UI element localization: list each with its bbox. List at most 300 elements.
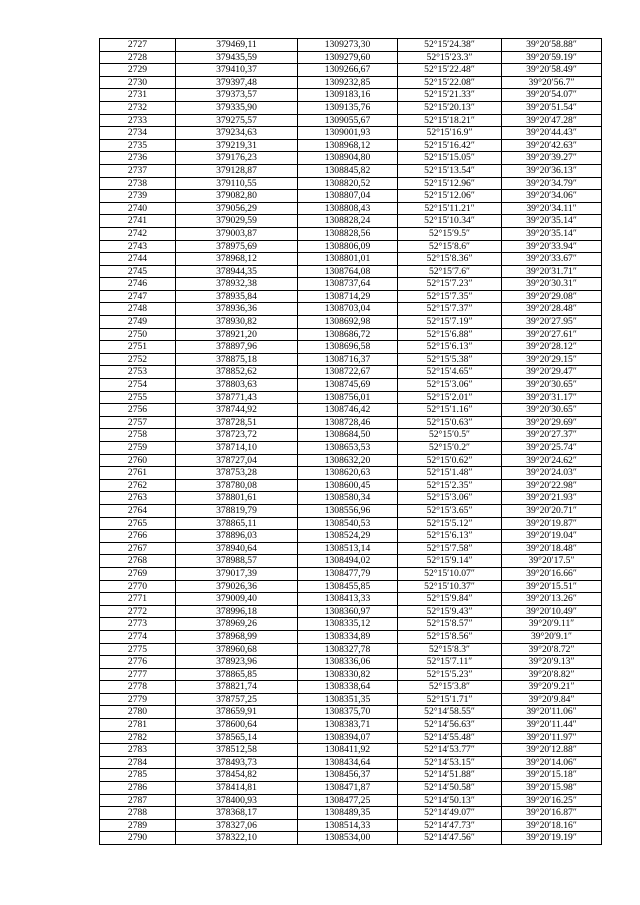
latitude-cell: 52°15′6.13″ xyxy=(398,530,502,543)
point-number-cell: 2771 xyxy=(100,593,176,606)
x-coordinate-cell: 378930,82 xyxy=(176,316,298,329)
table-row xyxy=(100,76,602,89)
x-coordinate-cell: 378923,96 xyxy=(176,656,298,669)
latitude-cell: 52°15′3.65″ xyxy=(398,504,502,517)
latitude-cell: 52°15′7.35″ xyxy=(398,290,502,303)
longitude-cell: 39°20′9.21″ xyxy=(502,681,602,694)
point-number-cell: 2745 xyxy=(100,265,176,278)
x-coordinate-cell: 378944,35 xyxy=(176,265,298,278)
table-row xyxy=(100,479,602,492)
point-number-cell: 2736 xyxy=(100,152,176,165)
latitude-cell: 52°14′53.15″ xyxy=(398,756,502,769)
point-number-cell: 2744 xyxy=(100,253,176,266)
longitude-cell: 39°20′28.12″ xyxy=(502,341,602,354)
latitude-cell: 52°14′55.48″ xyxy=(398,731,502,744)
x-coordinate-cell: 378368,17 xyxy=(176,807,298,820)
latitude-cell: 52°15′10.37″ xyxy=(398,580,502,593)
table-row xyxy=(100,731,602,744)
table-row xyxy=(100,190,602,203)
x-coordinate-cell: 379029,59 xyxy=(176,215,298,228)
x-coordinate-cell: 379009,40 xyxy=(176,593,298,606)
latitude-cell: 52°15′24.38″ xyxy=(398,39,502,52)
table-row xyxy=(100,706,602,719)
longitude-cell: 39°20′33.94″ xyxy=(502,240,602,253)
latitude-cell: 52°15′22.08″ xyxy=(398,76,502,89)
y-coordinate-cell: 1308686,72 xyxy=(298,328,398,341)
latitude-cell: 52°15′8.6″ xyxy=(398,240,502,253)
longitude-cell: 39°20′33.67″ xyxy=(502,253,602,266)
table-row xyxy=(100,114,602,127)
latitude-cell: 52°15′20.13″ xyxy=(398,101,502,114)
y-coordinate-cell: 1308540,53 xyxy=(298,517,398,530)
point-number-cell: 2756 xyxy=(100,404,176,417)
table-row xyxy=(100,681,602,694)
point-number-cell: 2733 xyxy=(100,114,176,127)
y-coordinate-cell: 1308330,82 xyxy=(298,668,398,681)
x-coordinate-cell: 378875,18 xyxy=(176,353,298,366)
y-coordinate-cell: 1309232,85 xyxy=(298,76,398,89)
point-number-cell: 2750 xyxy=(100,328,176,341)
table-row xyxy=(100,366,602,379)
x-coordinate-cell: 378968,12 xyxy=(176,253,298,266)
latitude-cell: 52°14′50.13″ xyxy=(398,794,502,807)
latitude-cell: 52°14′56.63″ xyxy=(398,719,502,732)
point-number-cell: 2738 xyxy=(100,177,176,190)
y-coordinate-cell: 1308334,89 xyxy=(298,630,398,643)
y-coordinate-cell: 1308722,67 xyxy=(298,366,398,379)
point-number-cell: 2748 xyxy=(100,303,176,316)
y-coordinate-cell: 1309183,16 xyxy=(298,89,398,102)
longitude-cell: 39°20′56.7″ xyxy=(502,76,602,89)
longitude-cell: 39°20′11.06″ xyxy=(502,706,602,719)
longitude-cell: 39°20′29.69″ xyxy=(502,416,602,429)
point-number-cell: 2783 xyxy=(100,744,176,757)
point-number-cell: 2755 xyxy=(100,391,176,404)
table-row xyxy=(100,782,602,795)
longitude-cell: 39°20′24.03″ xyxy=(502,467,602,480)
table-row xyxy=(100,51,602,64)
latitude-cell: 52°15′18.21″ xyxy=(398,114,502,127)
x-coordinate-cell: 378969,26 xyxy=(176,618,298,631)
latitude-cell: 52°15′9.5″ xyxy=(398,227,502,240)
x-coordinate-cell: 378897,96 xyxy=(176,341,298,354)
point-number-cell: 2754 xyxy=(100,379,176,392)
table-row xyxy=(100,391,602,404)
table-row xyxy=(100,807,602,820)
x-coordinate-cell: 378723,72 xyxy=(176,429,298,442)
y-coordinate-cell: 1308335,12 xyxy=(298,618,398,631)
x-coordinate-cell: 378714,10 xyxy=(176,442,298,455)
longitude-cell: 39°20′22.98″ xyxy=(502,479,602,492)
point-number-cell: 2776 xyxy=(100,656,176,669)
longitude-cell: 39°20′20.71″ xyxy=(502,504,602,517)
longitude-cell: 39°20′18.48″ xyxy=(502,542,602,555)
y-coordinate-cell: 1308968,12 xyxy=(298,139,398,152)
point-number-cell: 2732 xyxy=(100,101,176,114)
table-row xyxy=(100,316,602,329)
y-coordinate-cell: 1308756,01 xyxy=(298,391,398,404)
latitude-cell: 52°15′9.43″ xyxy=(398,605,502,618)
table-row xyxy=(100,290,602,303)
y-coordinate-cell: 1308524,29 xyxy=(298,530,398,543)
x-coordinate-cell: 378936,36 xyxy=(176,303,298,316)
latitude-cell: 52°15′5.12″ xyxy=(398,517,502,530)
x-coordinate-cell: 379373,57 xyxy=(176,89,298,102)
latitude-cell: 52°15′11.21″ xyxy=(398,202,502,215)
y-coordinate-cell: 1308375,70 xyxy=(298,706,398,719)
longitude-cell: 39°20′30.65″ xyxy=(502,404,602,417)
longitude-cell: 39°20′35.14″ xyxy=(502,227,602,240)
longitude-cell: 39°20′15.51″ xyxy=(502,580,602,593)
y-coordinate-cell: 1309001,93 xyxy=(298,127,398,140)
x-coordinate-cell: 378921,20 xyxy=(176,328,298,341)
latitude-cell: 52°15′16.42″ xyxy=(398,139,502,152)
x-coordinate-cell: 379026,36 xyxy=(176,580,298,593)
point-number-cell: 2779 xyxy=(100,693,176,706)
x-coordinate-cell: 378968,99 xyxy=(176,630,298,643)
longitude-cell: 39°20′27.37″ xyxy=(502,429,602,442)
y-coordinate-cell: 1308534,00 xyxy=(298,832,398,845)
y-coordinate-cell: 1308413,33 xyxy=(298,593,398,606)
longitude-cell: 39°20′44.43″ xyxy=(502,127,602,140)
point-number-cell: 2766 xyxy=(100,530,176,543)
point-number-cell: 2727 xyxy=(100,39,176,52)
table-row xyxy=(100,127,602,140)
table-row xyxy=(100,504,602,517)
point-number-cell: 2752 xyxy=(100,353,176,366)
latitude-cell: 52°15′1.48″ xyxy=(398,467,502,480)
longitude-cell: 39°20′51.54″ xyxy=(502,101,602,114)
x-coordinate-cell: 378454,82 xyxy=(176,769,298,782)
y-coordinate-cell: 1308327,78 xyxy=(298,643,398,656)
longitude-cell: 39°20′34.06″ xyxy=(502,190,602,203)
point-number-cell: 2734 xyxy=(100,127,176,140)
x-coordinate-cell: 378780,08 xyxy=(176,479,298,492)
y-coordinate-cell: 1308514,33 xyxy=(298,819,398,832)
point-number-cell: 2778 xyxy=(100,681,176,694)
point-number-cell: 2740 xyxy=(100,202,176,215)
table-row xyxy=(100,379,602,392)
longitude-cell: 39°20′19.04″ xyxy=(502,530,602,543)
point-number-cell: 2757 xyxy=(100,416,176,429)
table-row xyxy=(100,341,602,354)
latitude-cell: 52°15′4.65″ xyxy=(398,366,502,379)
table-row xyxy=(100,202,602,215)
y-coordinate-cell: 1308746,42 xyxy=(298,404,398,417)
table-row xyxy=(100,530,602,543)
y-coordinate-cell: 1308360,97 xyxy=(298,605,398,618)
point-number-cell: 2751 xyxy=(100,341,176,354)
x-coordinate-cell: 378659,91 xyxy=(176,706,298,719)
latitude-cell: 52°15′10.34″ xyxy=(398,215,502,228)
point-number-cell: 2729 xyxy=(100,64,176,77)
x-coordinate-cell: 378935,84 xyxy=(176,290,298,303)
point-number-cell: 2789 xyxy=(100,819,176,832)
point-number-cell: 2787 xyxy=(100,794,176,807)
y-coordinate-cell: 1308764,08 xyxy=(298,265,398,278)
longitude-cell: 39°20′36.13″ xyxy=(502,164,602,177)
latitude-cell: 52°15′2.35″ xyxy=(398,479,502,492)
latitude-cell: 52°15′9.14″ xyxy=(398,555,502,568)
latitude-cell: 52°15′6.13″ xyxy=(398,341,502,354)
x-coordinate-cell: 378728,51 xyxy=(176,416,298,429)
point-number-cell: 2747 xyxy=(100,290,176,303)
x-coordinate-cell: 379335,90 xyxy=(176,101,298,114)
latitude-cell: 52°14′47.56″ xyxy=(398,832,502,845)
latitude-cell: 52°15′16.9″ xyxy=(398,127,502,140)
point-number-cell: 2762 xyxy=(100,479,176,492)
table-row xyxy=(100,303,602,316)
y-coordinate-cell: 1308696,58 xyxy=(298,341,398,354)
y-coordinate-cell: 1308806,09 xyxy=(298,240,398,253)
x-coordinate-cell: 378821,74 xyxy=(176,681,298,694)
point-number-cell: 2731 xyxy=(100,89,176,102)
longitude-cell: 39°20′8.72″ xyxy=(502,643,602,656)
longitude-cell: 39°20′15.98″ xyxy=(502,782,602,795)
longitude-cell: 39°20′15.18″ xyxy=(502,769,602,782)
table-row xyxy=(100,416,602,429)
table-row xyxy=(100,769,602,782)
point-number-cell: 2741 xyxy=(100,215,176,228)
latitude-cell: 52°15′9.84″ xyxy=(398,593,502,606)
y-coordinate-cell: 1308828,56 xyxy=(298,227,398,240)
x-coordinate-cell: 378512,58 xyxy=(176,744,298,757)
table-row xyxy=(100,517,602,530)
point-number-cell: 2777 xyxy=(100,668,176,681)
latitude-cell: 52°15′13.54″ xyxy=(398,164,502,177)
table-row xyxy=(100,630,602,643)
point-number-cell: 2735 xyxy=(100,139,176,152)
table-row xyxy=(100,580,602,593)
table-row xyxy=(100,593,602,606)
table-row xyxy=(100,542,602,555)
latitude-cell: 52°14′58.55″ xyxy=(398,706,502,719)
longitude-cell: 39°20′30.65″ xyxy=(502,379,602,392)
longitude-cell: 39°20′8.82″ xyxy=(502,668,602,681)
x-coordinate-cell: 378865,11 xyxy=(176,517,298,530)
point-number-cell: 2781 xyxy=(100,719,176,732)
y-coordinate-cell: 1308684,50 xyxy=(298,429,398,442)
longitude-cell: 39°20′19.19″ xyxy=(502,832,602,845)
x-coordinate-cell: 378801,61 xyxy=(176,492,298,505)
table-row xyxy=(100,404,602,417)
y-coordinate-cell: 1308477,79 xyxy=(298,567,398,580)
longitude-cell: 39°20′16.66″ xyxy=(502,567,602,580)
longitude-cell: 39°20′54.07″ xyxy=(502,89,602,102)
x-coordinate-cell: 379017,39 xyxy=(176,567,298,580)
longitude-cell: 39°20′29.47″ xyxy=(502,366,602,379)
x-coordinate-cell: 378414,81 xyxy=(176,782,298,795)
point-number-cell: 2764 xyxy=(100,504,176,517)
longitude-cell: 39°20′34.79″ xyxy=(502,177,602,190)
x-coordinate-cell: 378852,62 xyxy=(176,366,298,379)
point-number-cell: 2770 xyxy=(100,580,176,593)
point-number-cell: 2743 xyxy=(100,240,176,253)
point-number-cell: 2782 xyxy=(100,731,176,744)
x-coordinate-cell: 378771,43 xyxy=(176,391,298,404)
table-row xyxy=(100,756,602,769)
longitude-cell: 39°20′29.15″ xyxy=(502,353,602,366)
x-coordinate-cell: 378753,28 xyxy=(176,467,298,480)
y-coordinate-cell: 1308653,53 xyxy=(298,442,398,455)
table-row xyxy=(100,240,602,253)
longitude-cell: 39°20′10.49″ xyxy=(502,605,602,618)
latitude-cell: 52°15′0.62″ xyxy=(398,454,502,467)
longitude-cell: 39°20′14.06″ xyxy=(502,756,602,769)
y-coordinate-cell: 1308801,01 xyxy=(298,253,398,266)
y-coordinate-cell: 1308411,92 xyxy=(298,744,398,757)
y-coordinate-cell: 1308489,35 xyxy=(298,807,398,820)
coordinates-table xyxy=(99,38,602,845)
table-row xyxy=(100,152,602,165)
latitude-cell: 52°14′49.07″ xyxy=(398,807,502,820)
x-coordinate-cell: 378744,92 xyxy=(176,404,298,417)
latitude-cell: 52°15′7.6″ xyxy=(398,265,502,278)
table-row xyxy=(100,253,602,266)
longitude-cell: 39°20′31.71″ xyxy=(502,265,602,278)
latitude-cell: 52°15′5.38″ xyxy=(398,353,502,366)
x-coordinate-cell: 379003,87 xyxy=(176,227,298,240)
latitude-cell: 52°15′5.23″ xyxy=(398,668,502,681)
longitude-cell: 39°20′19.87″ xyxy=(502,517,602,530)
y-coordinate-cell: 1309279,60 xyxy=(298,51,398,64)
longitude-cell: 39°20′27.61″ xyxy=(502,328,602,341)
x-coordinate-cell: 378400,93 xyxy=(176,794,298,807)
y-coordinate-cell: 1309135,76 xyxy=(298,101,398,114)
latitude-cell: 52°15′8.36″ xyxy=(398,253,502,266)
longitude-cell: 39°20′11.97″ xyxy=(502,731,602,744)
longitude-cell: 39°20′21.93″ xyxy=(502,492,602,505)
latitude-cell: 52°15′23.3″ xyxy=(398,51,502,64)
longitude-cell: 39°20′9.84″ xyxy=(502,693,602,706)
y-coordinate-cell: 1308556,96 xyxy=(298,504,398,517)
point-number-cell: 2774 xyxy=(100,630,176,643)
table-row xyxy=(100,618,602,631)
x-coordinate-cell: 379410,37 xyxy=(176,64,298,77)
x-coordinate-cell: 378803,63 xyxy=(176,379,298,392)
point-number-cell: 2730 xyxy=(100,76,176,89)
longitude-cell: 39°20′58.49″ xyxy=(502,64,602,77)
longitude-cell: 39°20′9.13″ xyxy=(502,656,602,669)
x-coordinate-cell: 379056,29 xyxy=(176,202,298,215)
y-coordinate-cell: 1308600,45 xyxy=(298,479,398,492)
point-number-cell: 2786 xyxy=(100,782,176,795)
latitude-cell: 52°15′22.48″ xyxy=(398,64,502,77)
table-row xyxy=(100,567,602,580)
x-coordinate-cell: 378865,85 xyxy=(176,668,298,681)
x-coordinate-cell: 379435,59 xyxy=(176,51,298,64)
longitude-cell: 39°20′31.17″ xyxy=(502,391,602,404)
table-row xyxy=(100,139,602,152)
table-row xyxy=(100,744,602,757)
y-coordinate-cell: 1309055,67 xyxy=(298,114,398,127)
table-row xyxy=(100,177,602,190)
latitude-cell: 52°14′50.58″ xyxy=(398,782,502,795)
x-coordinate-cell: 378996,18 xyxy=(176,605,298,618)
longitude-cell: 39°20′9.1″ xyxy=(502,630,602,643)
point-number-cell: 2763 xyxy=(100,492,176,505)
longitude-cell: 39°20′18.16″ xyxy=(502,819,602,832)
latitude-cell: 52°15′21.33″ xyxy=(398,89,502,102)
point-number-cell: 2742 xyxy=(100,227,176,240)
table-row xyxy=(100,278,602,291)
point-number-cell: 2767 xyxy=(100,542,176,555)
x-coordinate-cell: 379397,48 xyxy=(176,76,298,89)
longitude-cell: 39°20′16.87″ xyxy=(502,807,602,820)
point-number-cell: 2746 xyxy=(100,278,176,291)
point-number-cell: 2737 xyxy=(100,164,176,177)
y-coordinate-cell: 1308477,25 xyxy=(298,794,398,807)
y-coordinate-cell: 1308820,52 xyxy=(298,177,398,190)
longitude-cell: 39°20′12.88″ xyxy=(502,744,602,757)
table-row xyxy=(100,328,602,341)
latitude-cell: 52°15′2.01″ xyxy=(398,391,502,404)
y-coordinate-cell: 1308456,37 xyxy=(298,769,398,782)
x-coordinate-cell: 378896,03 xyxy=(176,530,298,543)
x-coordinate-cell: 378819,79 xyxy=(176,504,298,517)
y-coordinate-cell: 1309266,67 xyxy=(298,64,398,77)
latitude-cell: 52°15′1.16″ xyxy=(398,404,502,417)
longitude-cell: 39°20′59.19″ xyxy=(502,51,602,64)
longitude-cell: 39°20′42.63″ xyxy=(502,139,602,152)
longitude-cell: 39°20′24.62″ xyxy=(502,454,602,467)
x-coordinate-cell: 378960,68 xyxy=(176,643,298,656)
x-coordinate-cell: 379234,63 xyxy=(176,127,298,140)
latitude-cell: 52°14′53.77″ xyxy=(398,744,502,757)
point-number-cell: 2760 xyxy=(100,454,176,467)
y-coordinate-cell: 1308808,43 xyxy=(298,202,398,215)
longitude-cell: 39°20′47.28″ xyxy=(502,114,602,127)
longitude-cell: 39°20′9.11″ xyxy=(502,618,602,631)
latitude-cell: 52°15′1.71″ xyxy=(398,693,502,706)
table-row xyxy=(100,101,602,114)
latitude-cell: 52°15′3.8″ xyxy=(398,681,502,694)
latitude-cell: 52°15′15.05″ xyxy=(398,152,502,165)
longitude-cell: 39°20′58.88″ xyxy=(502,39,602,52)
latitude-cell: 52°15′7.37″ xyxy=(398,303,502,316)
y-coordinate-cell: 1308494,02 xyxy=(298,555,398,568)
y-coordinate-cell: 1308632,20 xyxy=(298,454,398,467)
longitude-cell: 39°20′35.14″ xyxy=(502,215,602,228)
y-coordinate-cell: 1308513,14 xyxy=(298,542,398,555)
y-coordinate-cell: 1308338,64 xyxy=(298,681,398,694)
y-coordinate-cell: 1308351,35 xyxy=(298,693,398,706)
table-row xyxy=(100,832,602,845)
y-coordinate-cell: 1308383,71 xyxy=(298,719,398,732)
x-coordinate-cell: 378493,73 xyxy=(176,756,298,769)
point-number-cell: 2769 xyxy=(100,567,176,580)
x-coordinate-cell: 378757,25 xyxy=(176,693,298,706)
x-coordinate-cell: 378932,38 xyxy=(176,278,298,291)
x-coordinate-cell: 378975,69 xyxy=(176,240,298,253)
longitude-cell: 39°20′27.95″ xyxy=(502,316,602,329)
y-coordinate-cell: 1308336,06 xyxy=(298,656,398,669)
y-coordinate-cell: 1308434,64 xyxy=(298,756,398,769)
y-coordinate-cell: 1308620,63 xyxy=(298,467,398,480)
longitude-cell: 39°20′25.74″ xyxy=(502,442,602,455)
y-coordinate-cell: 1308728,46 xyxy=(298,416,398,429)
x-coordinate-cell: 378322,10 xyxy=(176,832,298,845)
table-row xyxy=(100,605,602,618)
y-coordinate-cell: 1308904,80 xyxy=(298,152,398,165)
longitude-cell: 39°20′30.31″ xyxy=(502,278,602,291)
latitude-cell: 52°15′3.06″ xyxy=(398,379,502,392)
table-row xyxy=(100,819,602,832)
latitude-cell: 52°15′10.07″ xyxy=(398,567,502,580)
latitude-cell: 52°15′7.58″ xyxy=(398,542,502,555)
y-coordinate-cell: 1308845,82 xyxy=(298,164,398,177)
latitude-cell: 52°15′12.96″ xyxy=(398,177,502,190)
